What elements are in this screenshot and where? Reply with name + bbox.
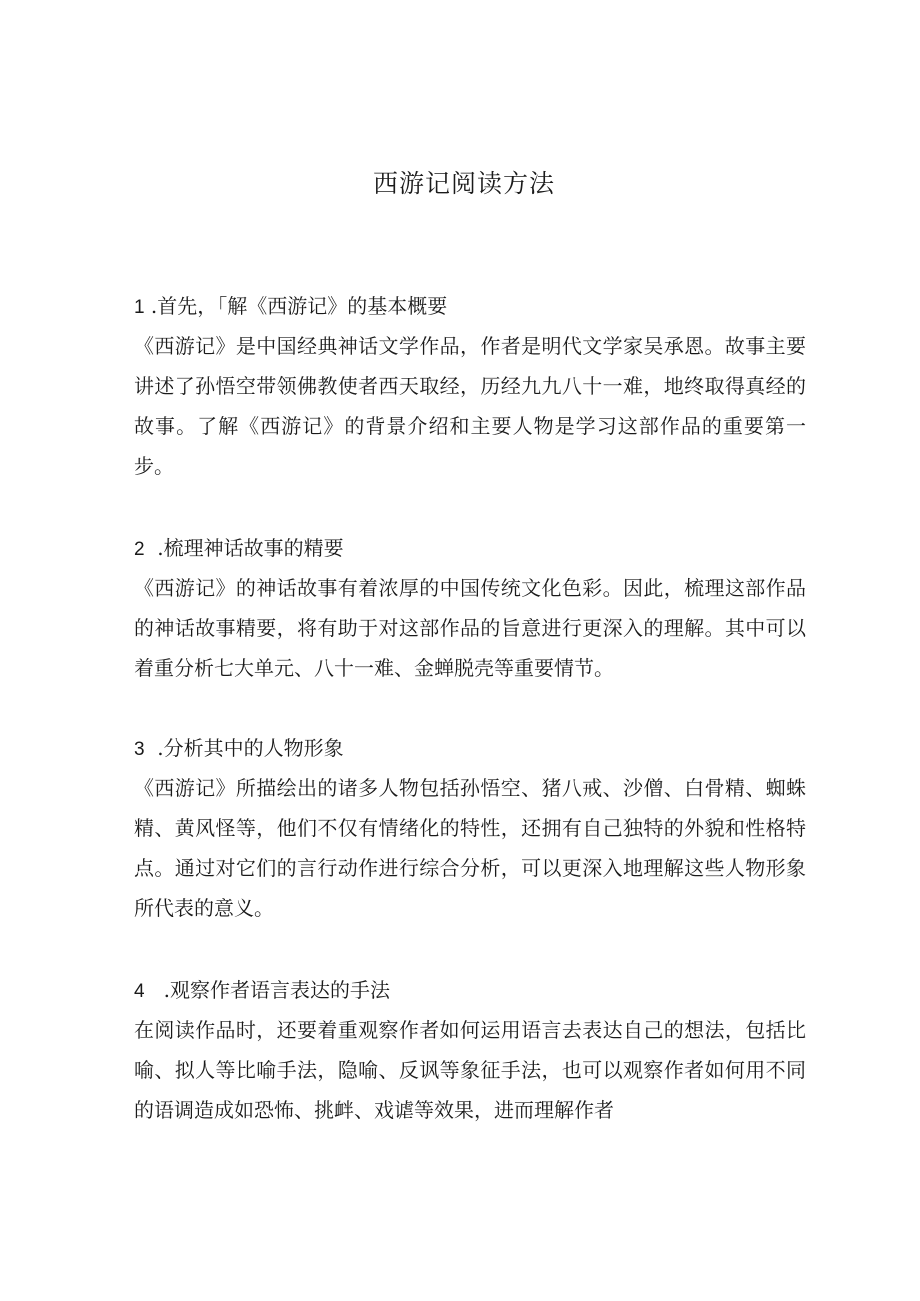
section-body: 《西游记》所描绘出的诸多人物包括孙悟空、猪八戒、沙僧、白骨精、蜘蛛精、黄风怪等，他们不仅有情绪化的特性，还拥有自己独特的外貌和性格特点。通过对它们的言行动作进行综合分析，可以更深入地理解这些人物形象所代表的意义。 bbox=[134, 776, 806, 920]
section-number: 1 bbox=[134, 297, 145, 318]
section-heading-text: .观察作者语言表达的手法 bbox=[144, 978, 391, 1002]
section-number: 3 bbox=[134, 739, 145, 760]
section-2 bbox=[134, 534, 806, 688]
section-number: 2 bbox=[134, 539, 145, 560]
section-1 bbox=[134, 292, 806, 486]
section-number: 4 bbox=[134, 981, 145, 1002]
section-heading-text: .分析其中的人物形象 bbox=[144, 736, 344, 760]
document-title: 西游记阅读方法 bbox=[372, 169, 555, 198]
section-heading bbox=[134, 976, 806, 1006]
section-heading bbox=[134, 534, 806, 564]
section-heading bbox=[134, 734, 806, 764]
section-4 bbox=[134, 976, 806, 1130]
section-heading-text: .梳理神话故事的精要 bbox=[144, 536, 344, 560]
section-body: 《西游记》是中国经典神话文学作品，作者是明代文学家吴承恩。故事主要讲述了孙悟空带领佛教使者西天取经，历经九九八十一难，地终取得真经的故事。了解《西游记》的背景介绍和主要人物是学习这部作品的重要第一步。 bbox=[134, 334, 806, 478]
section-heading-text: .首先，「解《西游记》的基本概要 bbox=[144, 294, 448, 318]
section-body: 《西游记》的神话故事有着浓厚的中国传统文化色彩。因此，梳理这部作品的神话故事精要，将有助于对这部作品的旨意进行更深入的理解。其中可以着重分析七大单元、八十一难、金蝉脱壳等重要情节。 bbox=[134, 576, 806, 680]
section-3 bbox=[134, 734, 806, 928]
section-body: 在阅读作品时，还要着重观察作者如何运用语言去表达自己的想法，包括比喻、拟人等比喻手法，隐喻、反讽等象征手法，也可以观察作者如何用不同的语调造成如恐怖、挑衅、戏谑等效果，进而理解作者 bbox=[134, 1018, 806, 1122]
section-heading bbox=[134, 292, 806, 322]
